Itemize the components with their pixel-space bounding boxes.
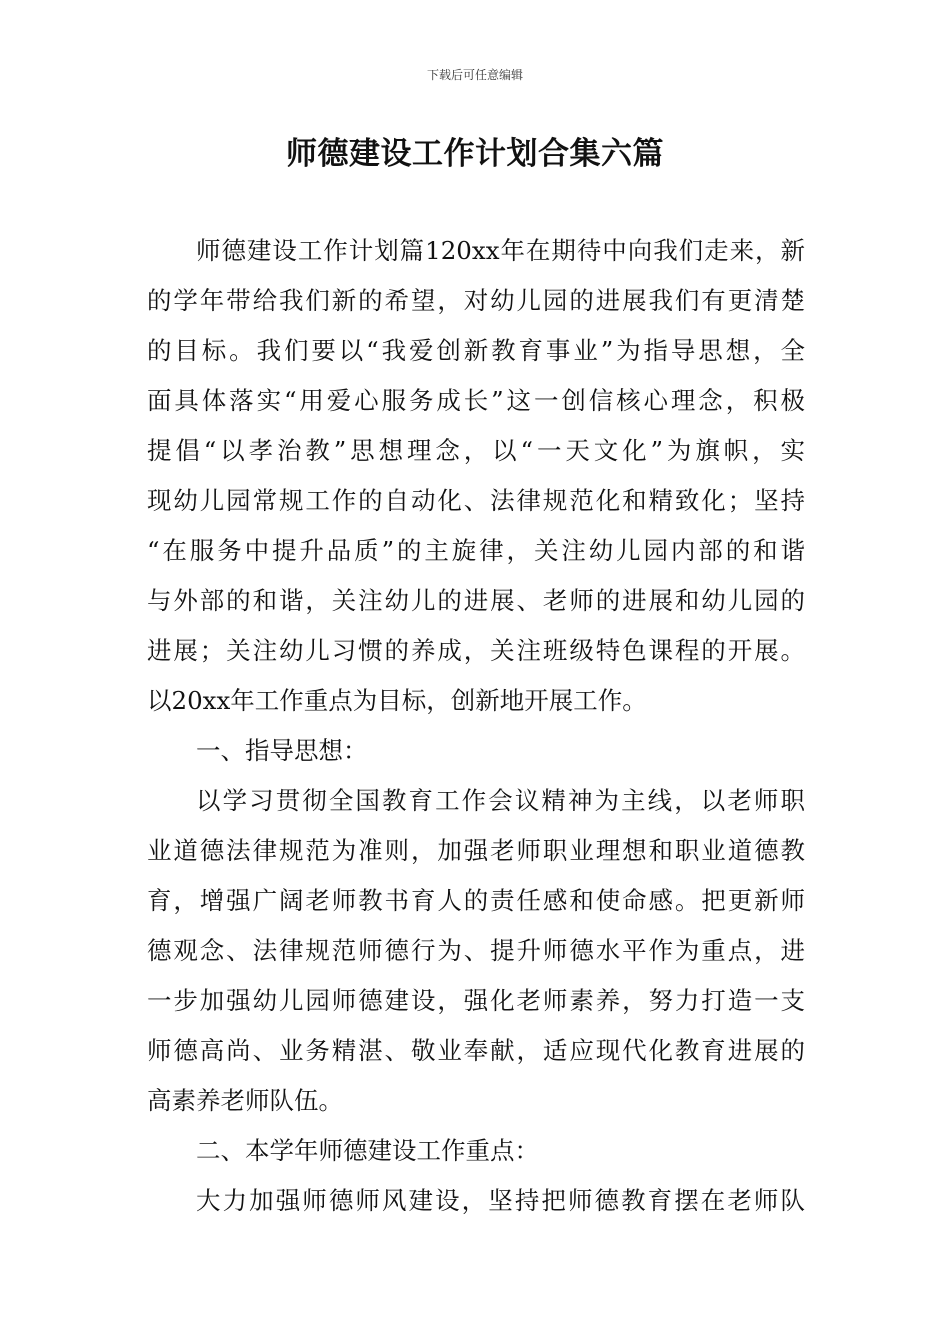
header-note: 下载后可任意编辑	[426, 68, 523, 82]
paragraph-line: 师德建设工作计划篇120xx年在期待中向我们走来，新	[196, 236, 805, 265]
paragraph-line: 的目标。我们要以“我爱创新教育事业”为指导思想，全	[147, 336, 805, 365]
paragraph-line: 大力加强师德师风建设，坚持把师德教育摆在老师队	[196, 1186, 805, 1215]
paragraph-line: 现幼儿园常规工作的自动化、法律规范化和精致化；坚持	[147, 486, 805, 515]
paragraph-line: 德观念、法律规范师德行为、提升师德水平作为重点，进	[147, 936, 805, 965]
paragraph-line: 面具体落实“用爱心服务成长”这一创信核心理念，积极	[147, 386, 805, 415]
paragraph-line: 的学年带给我们新的希望，对幼儿园的进展我们有更清楚	[147, 286, 805, 315]
section-heading: 二、本学年师德建设工作重点：	[196, 1136, 539, 1165]
document-title: 师德建设工作计划合集六篇	[286, 136, 664, 172]
paragraph-line: 育，增强广阔老师教书育人的责任感和使命感。把更新师	[147, 886, 805, 915]
paragraph-line: 师德高尚、业务精湛、敬业奉献，适应现代化教育进展的	[147, 1036, 805, 1065]
paragraph-line: 进展；关注幼儿习惯的养成，关注班级特色课程的开展。	[147, 636, 805, 665]
paragraph-line: 高素养老师队伍。	[147, 1086, 343, 1115]
section-heading: 一、指导思想：	[196, 736, 368, 765]
paragraph-line: 以学习贯彻全国教育工作会议精神为主线，以老师职	[196, 786, 805, 815]
paragraph-line: 以20xx年工作重点为目标，创新地开展工作。	[147, 686, 647, 715]
paragraph-line: 业道德法律规范为准则，加强老师职业理想和职业道德教	[147, 836, 805, 865]
paragraph-line: 与外部的和谐，关注幼儿的进展、老师的进展和幼儿园的	[147, 586, 805, 615]
paragraph-line: 一步加强幼儿园师德建设，强化老师素养，努力打造一支	[147, 986, 805, 1015]
document-body	[147, 226, 805, 1226]
paragraph-line: 提倡“以孝治教”思想理念，以“一天文化”为旗帜，实	[147, 436, 805, 465]
paragraph-line: “在服务中提升品质”的主旋律，关注幼儿园内部的和谐	[147, 536, 805, 565]
